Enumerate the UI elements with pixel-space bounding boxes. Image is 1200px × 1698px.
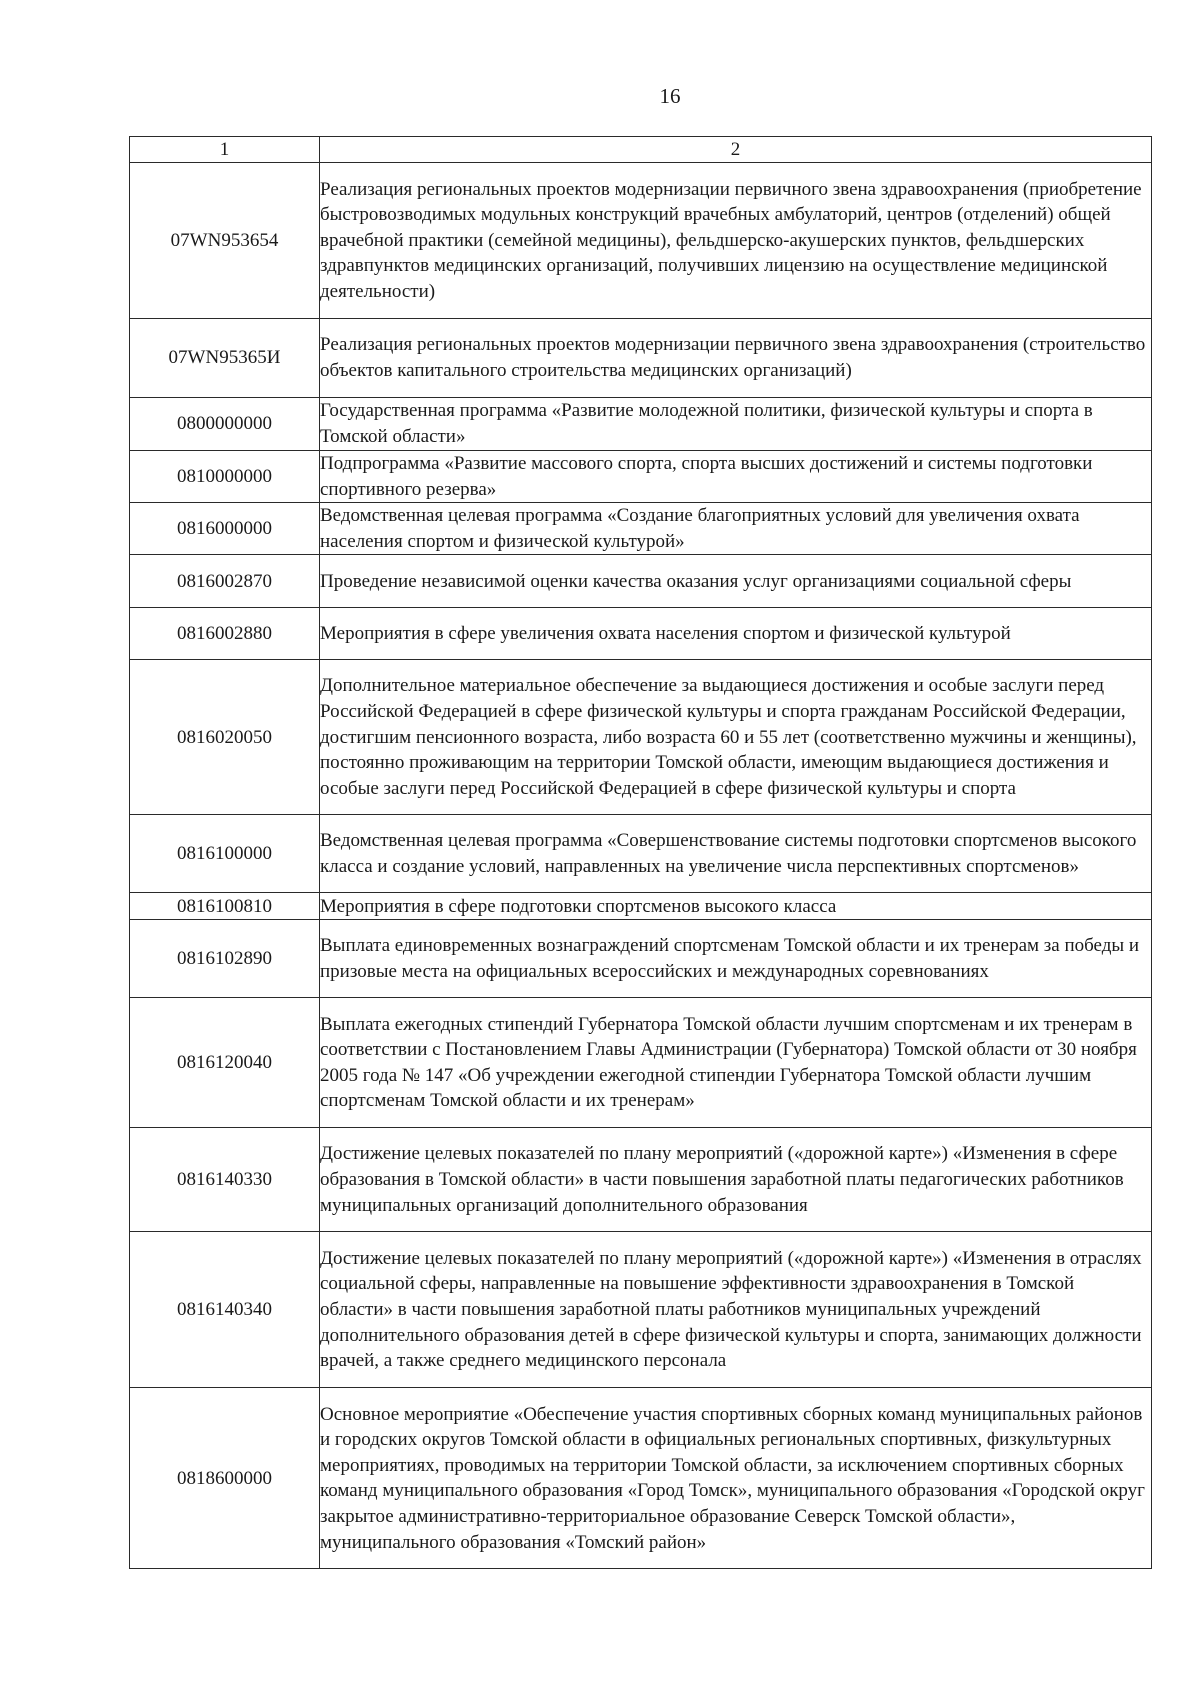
table-row [130,1128,1152,1232]
page-number: 16 [659,84,681,108]
row-description: Ведомственная целевая программа «Создание благоприятных условий для увеличения охвата населения спортом и физической культурой» [320,503,1152,555]
row-description: Мероприятия в сфере подготовки спортсменов высокого класса [320,893,1152,920]
row-code: 0816020050 [130,660,320,815]
table-row [130,920,1152,998]
row-code: 07WN95365И [130,319,320,398]
table-row [130,893,1152,920]
row-description: Дополнительное материальное обеспечение за выдающиеся достижения и особые заслуги перед Российской Федерацией в сфере физической культуры и спорта гражданам Российской Федерации, достигшим пенсионного возраста, либо возраста 60 и 55 лет (соответственно мужчины и женщины), постоянно проживающим на территории Томской области, имеющим выдающиеся достижения и особые заслуги перед Российской Федерацией в сфере физической культуры и спорта [320,660,1152,815]
table-row [130,1232,1152,1388]
table-row [130,163,1152,319]
row-code: 0816102890 [130,920,320,998]
row-description: Достижение целевых показателей по плану мероприятий («дорожной карте») «Изменения в сфере образования в Томской области» в части повышения заработной платы педагогических работников муниципальных организаций дополнительного образования [320,1128,1152,1232]
column-header-code: 1 [130,137,320,163]
budget-code-table [129,136,1152,1569]
table-row [130,398,1152,451]
table-header-row [130,137,1152,163]
row-description: Реализация региональных проектов модернизации первичного звена здравоохранения (приобретение быстровозводимых модульных конструкций врачебных амбулаторий, центров (отделений) общей врачебной практики (семейной медицины), фельдшерско-акушерских пунктов, фельдшерских здравпунктов медицинских организаций, получивших лицензию на осуществление медицинской деятельности) [320,163,1152,319]
row-code: 07WN953654 [130,163,320,319]
row-code: 0816000000 [130,503,320,555]
row-description: Выплата ежегодных стипендий Губернатора Томской области лучшим спортсменам и их тренерам в соответствии с Постановлением Главы Администрации (Губернатора) Томской области от 30 ноября 2005 года № 147 «Об учреждении ежегодной стипендии Губернатора Томской области лучшим спортсменам Томской области и их тренерам» [320,998,1152,1128]
table-row [130,998,1152,1128]
row-description: Выплата единовременных вознаграждений спортсменам Томской области и их тренерам за победы и призовые места на официальных всероссийских и международных соревнованиях [320,920,1152,998]
row-code: 0800000000 [130,398,320,451]
row-code: 0816100810 [130,893,320,920]
table-row [130,815,1152,893]
row-description: Государственная программа «Развитие молодежной политики, физической культуры и спорта в Томской области» [320,398,1152,451]
row-code: 0816140340 [130,1232,320,1388]
table-row [130,451,1152,503]
row-code: 0816002870 [130,555,320,608]
row-description: Достижение целевых показателей по плану мероприятий («дорожной карте») «Изменения в отраслях социальной сферы, направленные на повышение эффективности здравоохранения в Томской области» в части повышения заработной платы работников муниципальных учреждений дополнительного образования детей в сфере физической культуры и спорта, занимающих должности врачей, а также среднего медицинского персонала [320,1232,1152,1388]
table-row [130,555,1152,608]
column-header-description: 2 [320,137,1152,163]
row-description: Проведение независимой оценки качества оказания услуг организациями социальной сферы [320,555,1152,608]
table-row [130,608,1152,660]
row-code: 0816140330 [130,1128,320,1232]
table-row [130,1388,1152,1569]
table-row [130,660,1152,815]
row-description: Основное мероприятие «Обеспечение участия спортивных сборных команд муниципальных районов и городских округов Томской области в официальных региональных спортивных, физкультурных мероприятиях, проводимых на территории Томской области, за исключением спортивных сборных команд муниципального образования «Город Томск», муниципального образования «Городской округ закрытое административно-территориальное образование Северск Томской области», муниципального образования «Томский район» [320,1388,1152,1569]
table-row [130,503,1152,555]
row-description: Реализация региональных проектов модернизации первичного звена здравоохранения (строительство объектов капитального строительства медицинских организаций) [320,319,1152,398]
row-code: 0810000000 [130,451,320,503]
table-row [130,319,1152,398]
row-code: 0816120040 [130,998,320,1128]
row-code: 0816100000 [130,815,320,893]
row-code: 0816002880 [130,608,320,660]
row-description: Подпрограмма «Развитие массового спорта, спорта высших достижений и системы подготовки спортивного резерва» [320,451,1152,503]
row-code: 0818600000 [130,1388,320,1569]
row-description: Мероприятия в сфере увеличения охвата населения спортом и физической культурой [320,608,1152,660]
row-description: Ведомственная целевая программа «Совершенствование системы подготовки спортсменов высокого класса и создание условий, направленных на увеличение числа перспективных спортсменов» [320,815,1152,893]
